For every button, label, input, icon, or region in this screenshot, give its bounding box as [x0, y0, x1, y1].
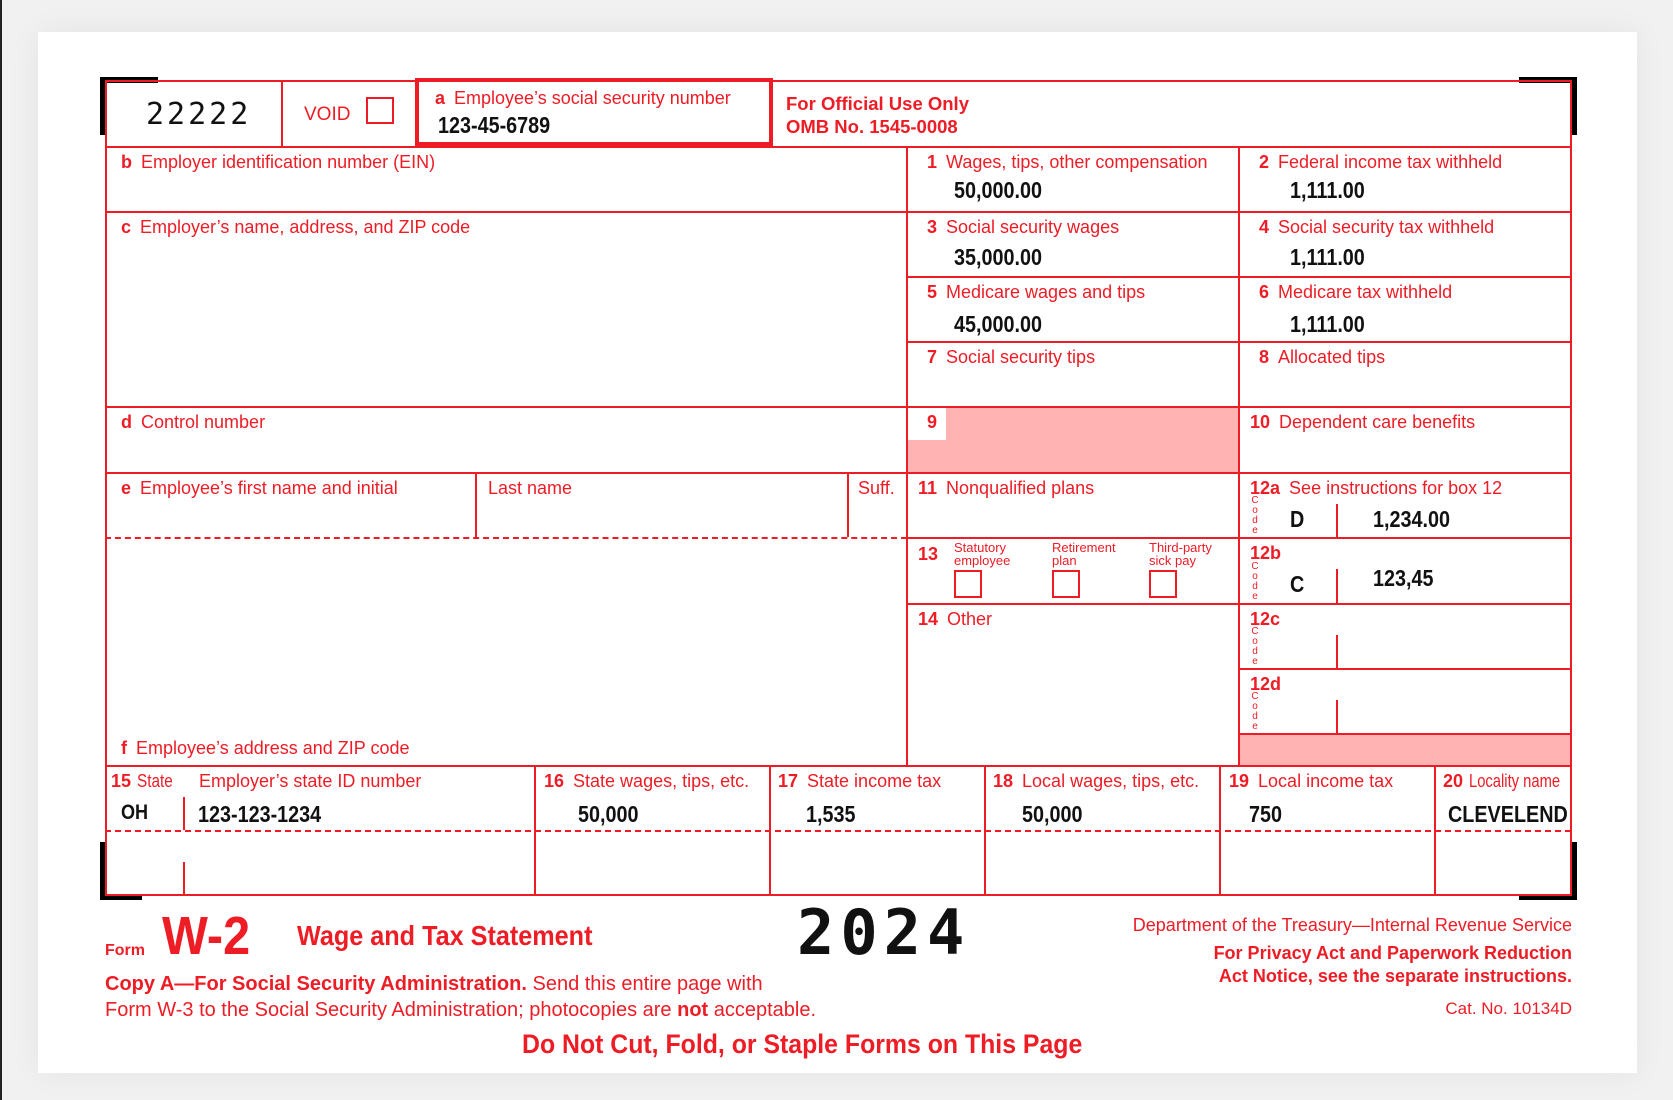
do-not-fold-warning: Do Not Cut, Fold, or Staple Forms on This Page: [522, 1029, 1083, 1059]
box-13-number: 13: [918, 544, 939, 564]
col-line: [769, 765, 771, 895]
catalog-number: Cat. No. 10134D: [1445, 999, 1572, 1018]
border-left: [105, 80, 107, 896]
box-d-label: d Control number: [121, 412, 266, 432]
box-8-label: 8 Allocated tips: [1259, 347, 1386, 367]
code-divider: [1336, 569, 1338, 603]
box-12a-code[interactable]: D: [1290, 506, 1305, 532]
col-line: [475, 472, 477, 537]
state-value[interactable]: OH: [121, 801, 149, 824]
box-12b-code[interactable]: C: [1290, 571, 1305, 597]
retirement-plan-checkbox[interactable]: [1052, 570, 1080, 598]
retirement-plan-label: Retirement plan: [1052, 540, 1116, 568]
form-word: Form: [105, 942, 145, 959]
w2-page: [38, 32, 1637, 1073]
box-a: [415, 78, 773, 146]
box-5-label: 5 Medicare wages and tips: [927, 282, 1146, 302]
box-9-shaded: [908, 408, 1238, 472]
box-12b-amount[interactable]: 123,45: [1373, 565, 1434, 591]
box-1-value[interactable]: 50,000.00: [954, 177, 1043, 203]
locality-value[interactable]: CLEVELEND: [1448, 801, 1568, 827]
box-5-value[interactable]: 45,000.00: [954, 311, 1043, 337]
divider: [281, 80, 283, 146]
row-line: [105, 146, 1572, 148]
box-9-label: 9: [927, 412, 938, 432]
box-3-label: 3 Social security wages: [927, 217, 1120, 237]
third-party-sick-pay-checkbox[interactable]: [1149, 570, 1177, 598]
code-label-12c: C o d e: [1251, 626, 1259, 667]
box-12c-label: 12c: [1250, 609, 1281, 629]
state-tax-value[interactable]: 1,535: [806, 801, 856, 827]
void-checkbox[interactable]: [366, 97, 394, 124]
code-divider: [1336, 635, 1338, 668]
form-title: Wage and Tax Statement: [297, 920, 593, 951]
box-7-label: 7 Social security tips: [927, 347, 1096, 367]
box-3-value[interactable]: 35,000.00: [954, 244, 1043, 270]
box-12a-label: 12a See instructions for box 12: [1250, 478, 1503, 498]
third-party-sick-pay-label: Third-party sick pay: [1149, 540, 1212, 568]
treasury-dept: Department of the Treasury—Internal Revenue Service: [1132, 915, 1572, 935]
box-2-value[interactable]: 1,111.00: [1290, 177, 1365, 203]
suffix-label: Suff.: [858, 478, 895, 498]
border-top: [105, 80, 1572, 82]
box-19-label: 19 Local income tax: [1229, 771, 1394, 791]
row-line: [105, 765, 1572, 767]
state-id-value[interactable]: 123-123-1234: [198, 801, 322, 827]
form-control-code: 22222: [146, 97, 252, 132]
code-label-12a: C o d e: [1251, 495, 1259, 536]
state-id-label: Employer’s state ID number: [199, 771, 422, 791]
form-name: W-2: [162, 906, 251, 966]
statutory-employee-checkbox[interactable]: [954, 570, 982, 598]
col-line: [847, 472, 849, 537]
state-divider: [183, 797, 185, 830]
box-c-label: c Employer’s name, address, and ZIP code: [121, 217, 471, 237]
code-divider: [1336, 504, 1338, 537]
col-line: [1434, 765, 1436, 895]
row-line: [105, 211, 1572, 213]
box-18-label: 18 Local wages, tips, etc.: [993, 771, 1200, 791]
box-12a-amount[interactable]: 1,234.00: [1373, 506, 1450, 532]
last-name-label: Last name: [488, 478, 573, 498]
copy-a-line1: Copy A—For Social Security Administration. Send this entire page with: [105, 973, 763, 995]
box-17-label: 17 State income tax: [778, 771, 942, 791]
row-line: [1239, 668, 1571, 670]
code-divider: [1336, 700, 1338, 733]
code-label-12d: C o d e: [1251, 691, 1259, 732]
col-line: [1238, 146, 1240, 765]
box-f-label: f Employee’s address and ZIP code: [121, 738, 410, 758]
state-wages-value[interactable]: 50,000: [578, 801, 639, 827]
statutory-employee-label: Statutory employee: [954, 540, 1011, 568]
code-label-12b: C o d e: [1251, 561, 1259, 602]
row-line: [105, 472, 1572, 474]
box-15-label: 15 State: [111, 771, 173, 791]
official-use-label: For Official Use Only: [786, 93, 969, 114]
box-14-label: 14 Other: [918, 609, 993, 629]
dashed-line: [105, 537, 907, 539]
privacy-notice-line2: Act Notice, see the separate instructions.: [1218, 966, 1572, 986]
box-4-value[interactable]: 1,111.00: [1290, 244, 1365, 270]
box-b-label: b Employer identification number (EIN): [121, 152, 436, 172]
box-1-label: 1 Wages, tips, other compensation: [927, 152, 1208, 172]
row-line: [105, 406, 1572, 408]
box-12-shaded-strip: [1240, 735, 1570, 765]
box-2-label: 2 Federal income tax withheld: [1259, 152, 1503, 172]
omb-number: OMB No. 1545-0008: [786, 116, 958, 137]
box-e-label: e Employee’s first name and initial: [121, 478, 398, 498]
col-line: [1219, 765, 1221, 895]
void-label: VOID: [304, 104, 351, 125]
box-6-value[interactable]: 1,111.00: [1290, 311, 1365, 337]
col-line: [984, 765, 986, 895]
box-12d-label: 12d: [1250, 674, 1282, 694]
state-divider: [183, 862, 185, 895]
box-4-label: 4 Social security tax withheld: [1259, 217, 1495, 237]
tax-year: 2024: [797, 896, 971, 969]
box-a-label: a Employee’s social security number: [435, 88, 731, 108]
local-wages-value[interactable]: 50,000: [1022, 801, 1083, 827]
box-10-label: 10 Dependent care benefits: [1250, 412, 1476, 432]
copy-a-line2: Form W-3 to the Social Security Administration; photocopies are not acceptable.: [105, 999, 817, 1021]
local-tax-value[interactable]: 750: [1249, 801, 1283, 827]
box-6-label: 6 Medicare tax withheld: [1259, 282, 1453, 302]
dashed-line: [105, 830, 1571, 832]
ssn-value[interactable]: 123-45-6789: [438, 112, 551, 138]
box-16-label: 16 State wages, tips, etc.: [544, 771, 750, 791]
col-line: [534, 765, 536, 895]
box-12b-label: 12b: [1250, 543, 1282, 563]
privacy-notice-line1: For Privacy Act and Paperwork Reduction: [1213, 943, 1572, 963]
box-11-label: 11 Nonqualified plans: [918, 478, 1095, 498]
box-20-label: 20 Locality name: [1443, 771, 1561, 791]
